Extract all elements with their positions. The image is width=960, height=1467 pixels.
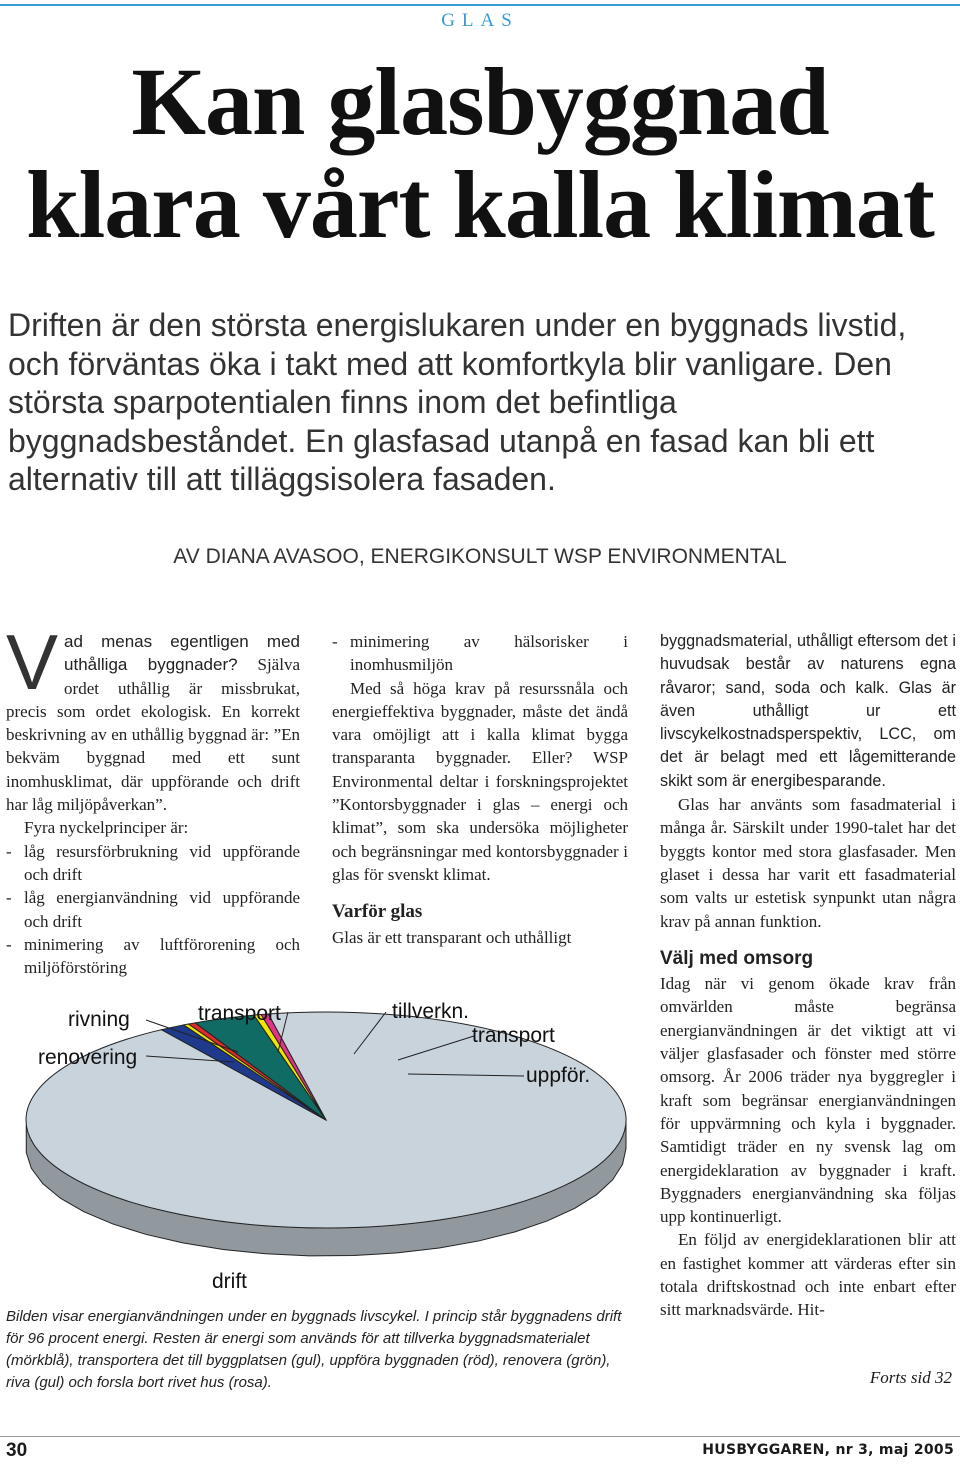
publication-info: HUSBYGGAREN, nr 3, maj 2005	[702, 1442, 954, 1458]
opening-question: ad menas egentligen med uthålliga byggnader?	[64, 632, 300, 675]
subheading-valj-med-omsorg: Välj med omsorg	[660, 947, 814, 969]
continued-note: Forts sid 32	[869, 1368, 952, 1387]
pie-chart	[6, 990, 628, 1302]
label-rivning: rivning	[68, 1008, 130, 1031]
column-2-paragraph-1: Med så höga krav på resurssnåla och energieffektiva byggnader, måste det ändå vara omöjligt att i kalla klimat bygga transparanta byggnader. Eller? WSP Environmental deltar i forskningsprojektet ”Kontorsbyggnader i glas – energi och klimat”, som ska undersöka möjligheter och begränsningar med kontorsbyggnader i glas för svenskt klimat.	[332, 678, 628, 884]
label-transport-left: transport	[198, 1002, 281, 1025]
article-column-2	[332, 630, 628, 949]
subheading-varfor-glas: Varför glas	[332, 901, 423, 923]
headline-line-2: klara vårt kalla klimat	[26, 151, 934, 258]
article-column-3	[660, 630, 956, 1322]
byline: AV DIANA AVASOO, ENERGIKONSULT WSP ENVIRONMENTAL	[173, 545, 787, 568]
page-number: 30	[6, 1440, 28, 1461]
top-rule	[0, 4, 960, 6]
list-item: - låg energianvändning vid uppförande och drift	[6, 888, 300, 931]
label-drift: drift	[212, 1270, 248, 1293]
column-2-paragraph-2: Glas är ett transparant och uthålligt	[332, 927, 572, 947]
list-item: - låg resursförbrukning vid uppförande och drift	[6, 841, 300, 884]
headline	[0, 50, 960, 256]
label-uppfor: uppför.	[526, 1064, 591, 1087]
label-tillverkn: tillverkn.	[392, 1000, 470, 1023]
column-3-paragraph-2: Glas har använts som fasadmaterial i många år. Särskilt under 1990-talet har det byggts kontor med stora glasfasader. Men glaset i dessa har varit ett fasadmaterial som valts ur estetisk synpunkt utan några krav på annan funktion.	[660, 795, 956, 931]
list-item: - minimering av luftförorening och miljöförstöring	[6, 934, 300, 978]
lead-paragraph: Driften är den största energislukaren under en byggnads livstid, och förväntas öka i takt med att komfortkyla blir vanligare. Den största sparpotentialen finns inom det befintliga byggnadsbeståndet. En glasfasad utanpå en fasad kan bli ett alternativ till att tilläggsisolera fasaden.	[8, 307, 907, 497]
list-item: - minimering av hälsorisker i inomhusmiljön	[332, 632, 628, 675]
article-column-1	[6, 618, 300, 979]
label-renovering: renovering	[38, 1046, 138, 1069]
figure-caption: Bilden visar energianvändningen under en byggnads livscykel. I princip står byggnadens drift för 96 procent energi. Resten är energi som används för att tillverka byggnadsmaterialet (mörkblå), transportera det till byggplatsen (gul), uppföra byggnaden (röd), renovera (grön), riva (gul) och forsla bort rivet hus (rosa).	[6, 1308, 622, 1391]
headline-line-1: Kan glasbyggnad	[131, 48, 829, 155]
column-3-paragraph-4: En följd av energideklarationen blir att en fastighet kommer att värderas efter sin totala driftskostnad och inte enbart efter sitt marknadsvärde. Hit-	[660, 1230, 956, 1320]
drop-cap: V	[6, 618, 59, 706]
footer-rule	[0, 1436, 960, 1437]
label-transport-right: transport	[472, 1024, 555, 1047]
column-3-paragraph-3: Idag när vi genom ökade krav från omvärlden måste begränsa energianvändningen är det viktigt att vi väljer glasfasader och fönster med större omsorg. År 2006 träder nya byggregler i kraft som begränsar energianvändningen för uppvärmning och kyla i byggnader. Samtidigt träder en ny svensk lag om energideklaration av byggnader i kraft. Byggnaders energianvändning ska följas upp kontinuerligt.	[660, 974, 956, 1227]
column-1-paragraph-2: Fyra nyckelprinciper är:	[24, 818, 189, 838]
column-1-paragraph-1: Själva ordet uthållig är missbrukat, precis som ordet ekologisk. En korrekt beskrivning av en uthållig byggnad är: ”En bekväm byggnad med ett sunt inomhusklimat, där uppförande och drift har låg miljöpåverkan”.	[6, 655, 300, 815]
column-3-paragraph-1: byggnadsmaterial, uthålligt eftersom det i huvudsak består av naturens egna råvaror; sand, soda och kalk. Glas är även uthålligt ur ett livscykelkostnadsperspektiv, LCC, om det är belagt med ett lågemitterande skikt som är energibesparande.	[660, 632, 956, 790]
section-label: GLAS	[441, 10, 519, 31]
